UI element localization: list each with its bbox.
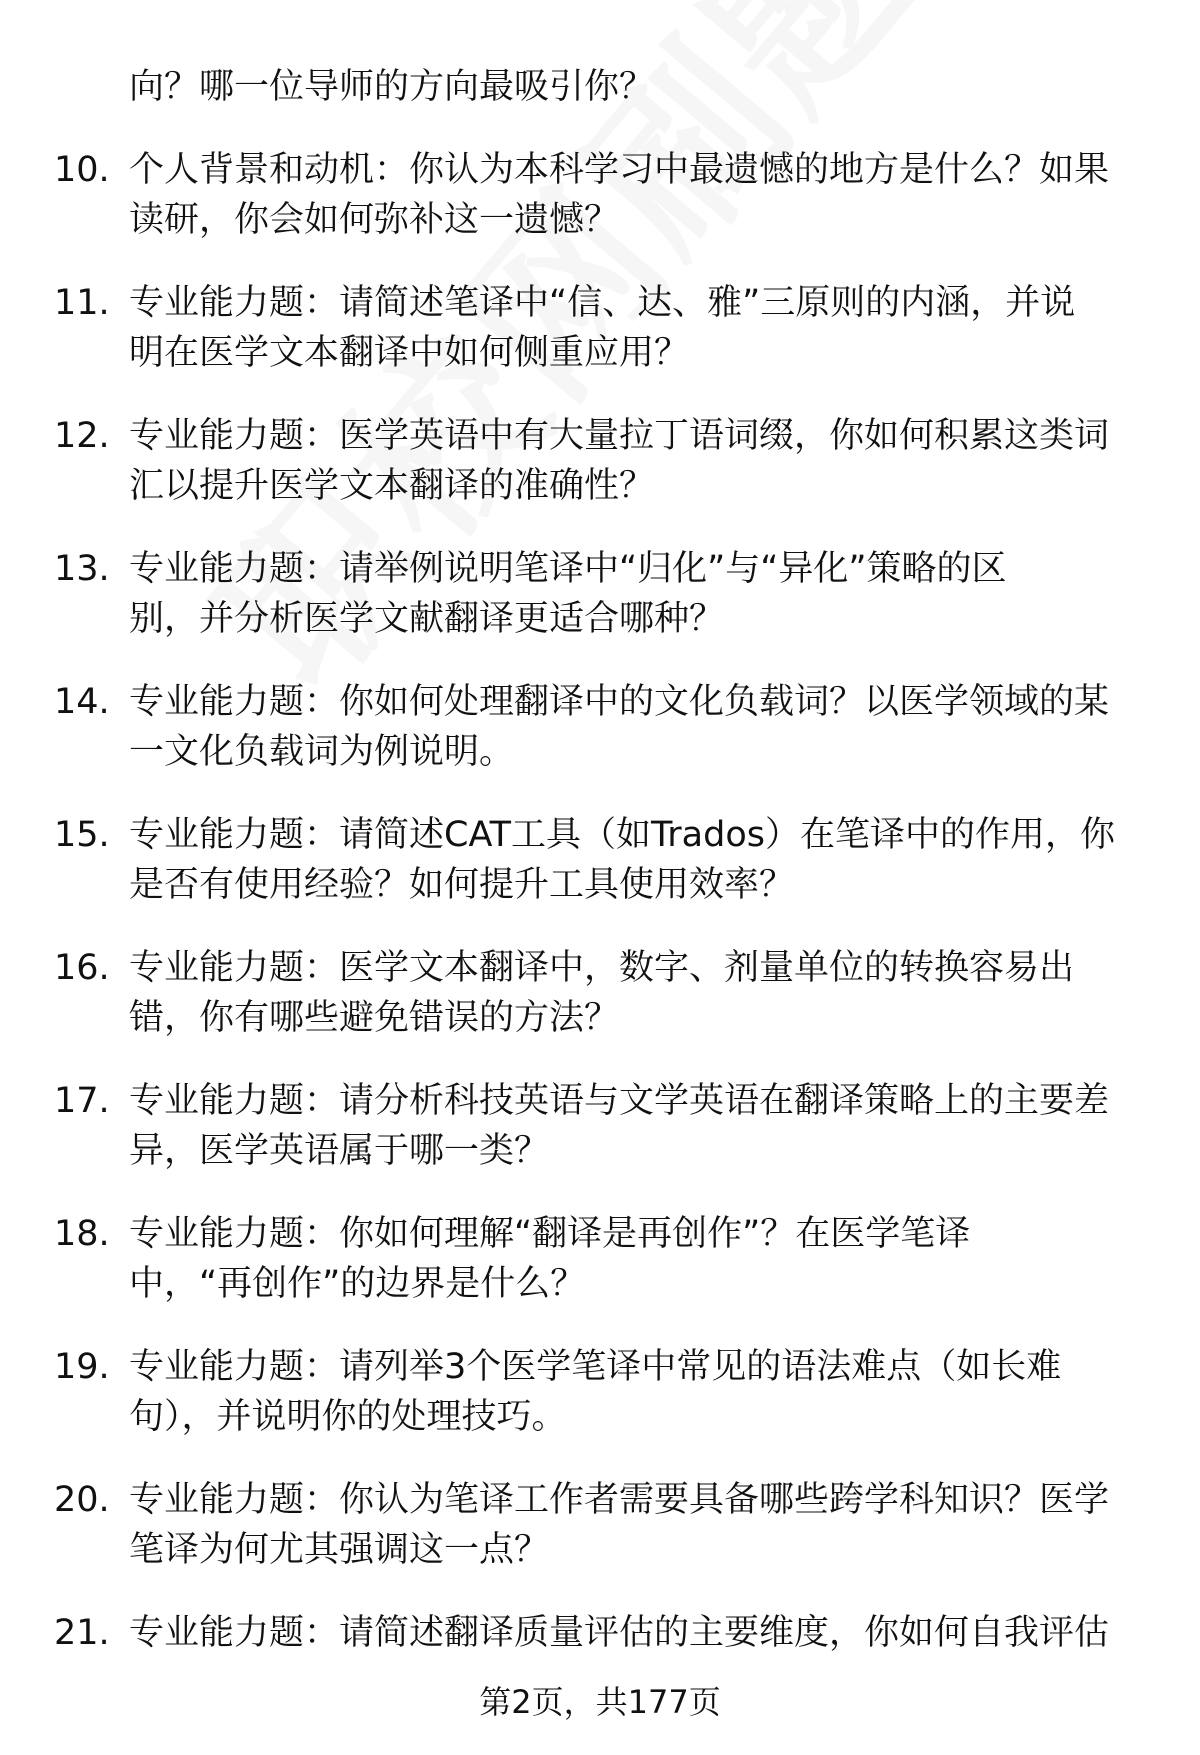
list-item (0, 145, 1200, 245)
continuation-line (0, 62, 1200, 112)
item-line: 专业能力题：你如何处理翻译中的文化负载词？以医学领域的某 (129, 682, 1110, 722)
list-item (0, 677, 1200, 777)
item-line: 专业能力题：请举例说明笔译中“归化”与“异化”策略的区 (129, 549, 1007, 589)
item-line: 句），并说明你的处理技巧。 (129, 1397, 567, 1437)
item-line: 异，医学英语属于哪一类？ (129, 1131, 550, 1171)
item-number: 15. (54, 815, 110, 855)
question-list (0, 62, 1200, 1691)
item-number: 14. (54, 682, 110, 722)
item-line: 专业能力题：你认为笔译工作者需要具备哪些跨学科知识？医学 (129, 1480, 1110, 1520)
continuation-text: 向？哪一位导师的方向最吸引你？ (129, 67, 655, 107)
item-line: 个人背景和动机：你认为本科学习中最遗憾的地方是什么？如果 (129, 150, 1110, 190)
item-line: 明在医学文本翻译中如何侧重应用？ (129, 333, 690, 373)
item-line: 笔译为何尤其强调这一点？ (129, 1530, 550, 1570)
item-number: 10. (54, 150, 110, 190)
item-line: 读研，你会如何弥补这一遗憾？ (129, 200, 620, 240)
item-number: 12. (54, 416, 110, 456)
item-number: 13. (54, 549, 110, 589)
list-item (0, 544, 1200, 644)
item-number: 17. (54, 1081, 110, 1121)
list-item (0, 1342, 1200, 1442)
item-line: 汇以提升医学文本翻译的准确性？ (129, 466, 655, 506)
list-item (0, 943, 1200, 1043)
list-item (0, 810, 1200, 910)
item-number: 16. (54, 948, 110, 988)
item-number: 20. (54, 1480, 110, 1520)
list-item (0, 1209, 1200, 1309)
item-number: 21. (54, 1613, 110, 1653)
item-number: 19. (54, 1347, 110, 1387)
item-line: 专业能力题：请列举3个医学笔译中常见的语法难点（如长难 (129, 1347, 1062, 1387)
item-line: 专业能力题：请简述笔译中“信、达、雅”三原则的内涵，并说 (129, 283, 1076, 323)
page-footer: 第2页，共177页 (479, 1683, 721, 1721)
item-line: 专业能力题：医学文本翻译中，数字、剂量单位的转换容易出 (129, 948, 1075, 988)
item-line: 别，并分析医学文献翻译更适合哪种？ (129, 599, 725, 639)
item-line: 专业能力题：医学英语中有大量拉丁语词缀，你如何积累这类词 (129, 416, 1110, 456)
list-item (0, 1608, 1200, 1658)
item-line: 一文化负载词为例说明。 (129, 732, 515, 772)
list-item (0, 1076, 1200, 1176)
item-line: 专业能力题：你如何理解“翻译是再创作”？在医学笔译 (129, 1214, 971, 1254)
item-line: 中，“再创作”的边界是什么？ (129, 1264, 586, 1304)
list-item (0, 278, 1200, 378)
item-line: 专业能力题：请分析科技英语与文学英语在翻译策略上的主要差 (129, 1081, 1110, 1121)
item-line: 是否有使用经验？如何提升工具使用效率？ (129, 865, 795, 905)
list-item (0, 1475, 1200, 1575)
item-number: 18. (54, 1214, 110, 1254)
list-item (0, 411, 1200, 511)
item-number: 11. (54, 283, 110, 323)
item-line: 错，你有哪些避免错误的方法？ (129, 998, 620, 1038)
item-line: 专业能力题：请简述翻译质量评估的主要维度，你如何自我评估 (129, 1613, 1110, 1653)
item-line: 专业能力题：请简述CAT工具（如Trados）在笔译中的作用，你 (129, 815, 1115, 855)
